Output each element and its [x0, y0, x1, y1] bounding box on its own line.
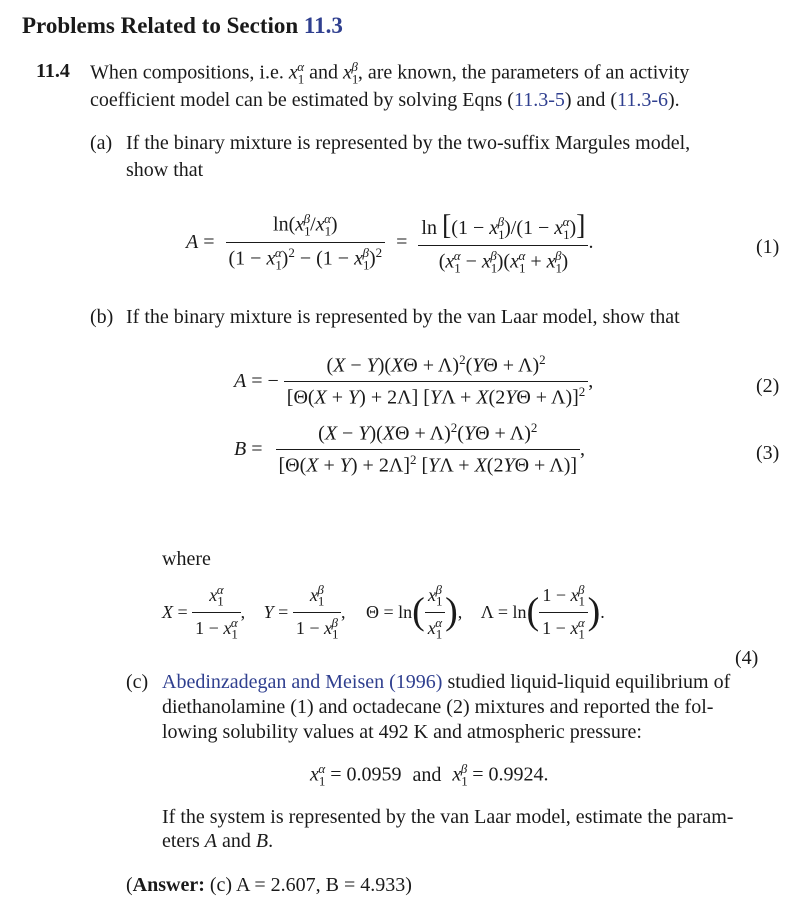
part-b-label: (b): [90, 306, 114, 328]
intro-line2-b: ) and (: [564, 89, 618, 111]
section-heading-text: Problems Related to Section: [22, 13, 304, 38]
intro-line2-a: coefficient model can be estimated by solving Eqns (: [90, 89, 514, 111]
equation-3-number: (3): [756, 442, 780, 464]
part-a-text-line1: If the binary mixture is represented by the two-suffix Margules model,: [126, 132, 691, 154]
section-ref-link[interactable]: 11.3: [303, 13, 343, 38]
value-beta: = 0.9924.: [472, 763, 549, 786]
citation-link[interactable]: Abedinzadegan and Meisen (1996): [162, 671, 443, 693]
solubility-values: $x_1^\alpha = 0.0959$ and $x_1^\beta = 0.9924$.: [310, 761, 549, 789]
line5-b: and: [221, 830, 251, 852]
part-c-line3: lowing solubility values at 492 K and atmospheric pressure:: [162, 721, 642, 743]
intro-text-c: , are known, the parameters of an activity: [357, 61, 690, 84]
equation-4: X = $\frac{x_1^\alpha}{1 - x_1^\alpha}$ , Y = $\frac{x_1^\beta}{1 - x_1^\beta}$ , Θ = ln( $\frac{x_1^\beta}{x_1^\alpha}$ ), Λ = ln( $\frac{1 - x_1^\beta}{1 - x_1^\alpha}$ ).: [162, 582, 605, 642]
intro-text-a: When compositions, i.e.: [90, 61, 284, 84]
part-c-line5: eters A and B.: [162, 830, 274, 852]
part-a-label: (a): [90, 132, 113, 154]
line5-c: .: [268, 830, 274, 852]
values-and: and: [412, 763, 442, 786]
equation-2: A = − $\frac{(X - Y)(X\Theta + \Lambda)^2(Y\Theta + \Lambda)^2}{[\Theta(X + Y) + 2\Lambda] [Y\Lambda + X(2Y\Theta + \Lambda)]^2}$ ,: [234, 352, 594, 409]
part-c-line1-rest: studied liquid-liquid equilibrium of: [442, 671, 731, 693]
equation-4-number: (4): [735, 647, 759, 669]
answer-open: (: [126, 874, 133, 896]
answer-label: Answer:: [132, 874, 205, 896]
part-c-line1: [162, 670, 730, 695]
part-a-text-line2: show that: [126, 159, 204, 181]
equation-3: B = $\frac{(X - Y)(X\Theta + \Lambda)^2(Y\Theta + \Lambda)^2}{[\Theta(X + Y) + 2\Lambda]^2 [Y\Lambda + X(2Y\Theta + \Lambda)]}$ ,: [234, 420, 586, 477]
answer: [126, 873, 412, 898]
line5-a: eters: [162, 830, 200, 852]
eq-ref-link-1[interactable]: 11.3-5: [513, 89, 565, 111]
part-b-text: If the binary mixture is represented by the van Laar model, show that: [126, 306, 680, 328]
part-c-line4: If the system is represented by the van Laar model, estimate the param-: [162, 806, 734, 828]
section-heading: [22, 12, 343, 41]
equation-1: A = $\frac{\ln(x_1^\beta/x_1^\alpha)}{(1 - x_1^\alpha)^2 - (1 - x_1^\beta)^2}$ = $\frac{\ln [(1 - x_1^\beta)/(1 - x_1^\alpha)]}{(x_1^\alpha - x_1^\beta)(x_1^\alpha + x_1^\beta)}$ .: [186, 210, 594, 276]
equation-2-number: (2): [756, 375, 780, 397]
problem-intro-line2: [90, 88, 680, 113]
intro-line2-c: ).: [668, 89, 680, 111]
eq-ref-link-2[interactable]: 11.3-6: [617, 89, 669, 111]
problem-number: 11.4: [36, 60, 70, 82]
equation-1-number: (1): [756, 236, 780, 258]
where-label: where: [162, 548, 211, 570]
answer-text: (c) A = 2.607, B = 4.933): [204, 874, 412, 896]
part-c-label: (c): [126, 671, 149, 693]
value-alpha: = 0.0959: [330, 763, 402, 786]
problem-intro-line1: When compositions, i.e. $x_1^\alpha$ and $x_1^\beta$, are known, the parameters of an activity: [90, 59, 690, 87]
intro-text-b: and: [309, 61, 338, 84]
part-c-line2: diethanolamine (1) and octadecane (2) mixtures and reported the fol-: [162, 696, 714, 718]
